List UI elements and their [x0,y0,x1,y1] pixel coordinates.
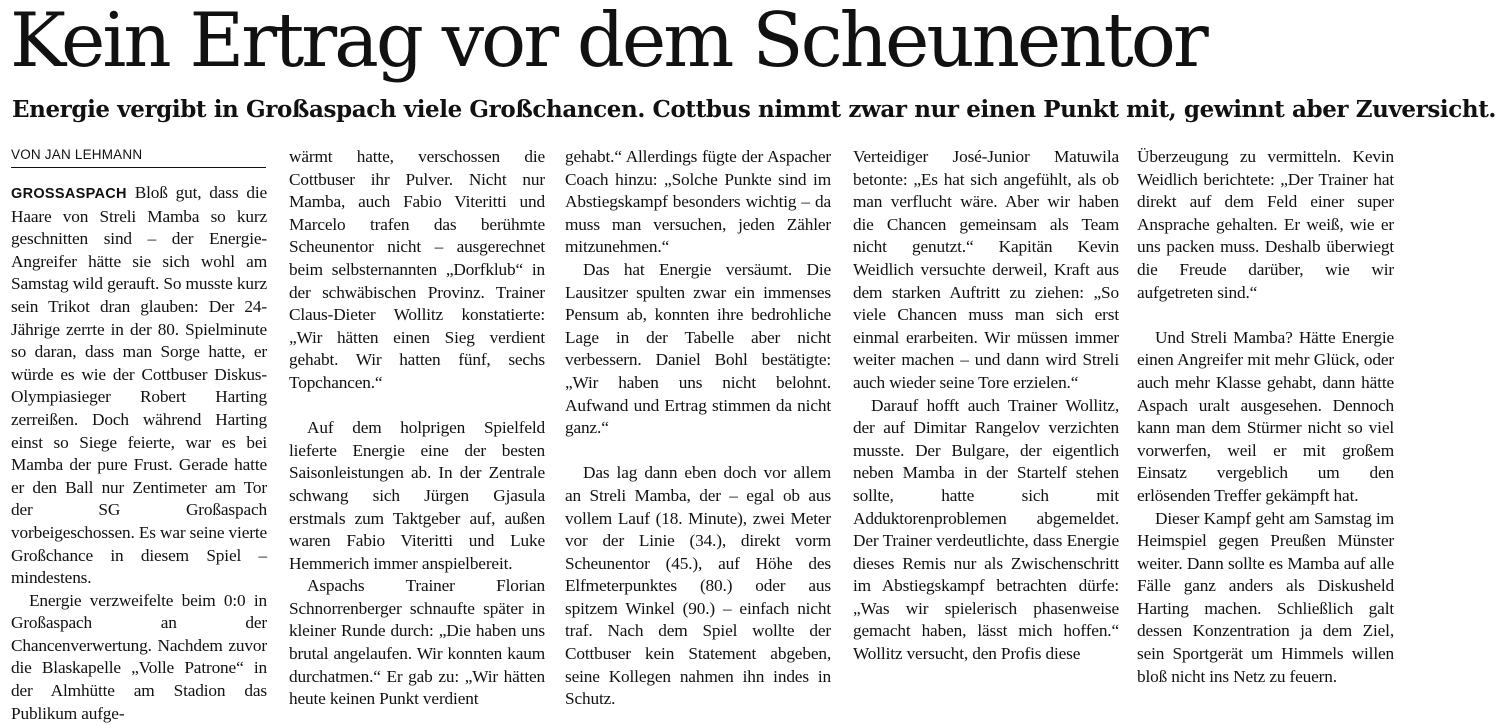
paragraph-text: Bloß gut, dass die Haare von Streli Mamba so kurz geschnitten sind – der Energie-Angreifer hätte sie sich wohl am Samstag wild gerauft. So musste kurz sein Trikot dran glauben: Der 24-Jährige zerrte in der 80. Spielminute so daran, dass man Sorge hatte, er würde es wie der Cottbuser Diskus-Olympiasieger Robert Harting zerreißen. Doch während Harting einst so Siege feierte, war es bei Mamba der pure Frust. Gerade hatte er den Ball nur Zentimeter am Tor der SG Großaspach vorbeigeschossen. Es war seine vierte Großchance in diesem Spiel – mindestens. [11,183,267,588]
paragraph: Das lag dann eben doch vor allem an Streli Mamba, der – egal ob aus vollem Lauf (18. Minute), zwei Meter vor der Linie (34.), direkt vorm Scheunentor (45.), auf Höhe des Elfmeterpunktes (80.) oder aus spitzem Winkel (90.) – einfach nicht traf. Nach dem Spiel wollte der Cottbuser kein Statement abgeben, seine Kollegen nahmen ihn indes in Schutz. [565,463,831,709]
dateline: GROSSASPACH [11,186,127,202]
article-column-1 [11,146,267,723]
paragraph: Dieser Kampf geht am Samstag im Heimspiel gegen Preußen Münster weiter. Dann sollte es Mamba auf alle Fälle ganz anders als Diskusheld Harting machen. Schließlich galt dessen Konzentration ja dem Ziel, sein Sportgerät um Himmels willen bloß nicht ins Netz zu feuern. [1137,508,1394,686]
paragraph: wärmt hatte, verschossen die Cottbuser ihr Pulver. Nicht nur Mamba, auch Fabio Viteritti und Marcelo trafen das berühmte Scheunentor nicht – ausgerechnet beim selbsternannten „Dorfklub“ in der schwäbischen Provinz. Trainer Claus-Dieter Wollitz konstatierte: „Wir hätten einen Sieg verdient gehabt. Wir hatten fünf, sechs Topchancen.“ [289,147,545,392]
paragraph: gehabt.“ Allerdings fügte der Aspacher Coach hinzu: „Solche Punkte sind im Abstiegskampf besonders wichtig – da muss man versuchen, jeden Zähler mitzunehmen.“ [565,147,831,257]
paragraph: Aspachs Trainer Florian Schnorrenberger schnaufte später in kleiner Runde durch: „Die haben uns brutal angelaufen. Wir konnten kaum durchatmen.“ Er gab zu: „Wir hätten heute keinen Punkt verdient [289,576,545,709]
paragraph: Überzeugung zu vermitteln. Kevin Weidlich berichtete: „Der Trainer hat direkt auf dem Feld einer super Ansprache gehalten. Er weiß, wie er uns packen muss. Deshalb überwiegt die Freude darüber, wie wir aufgetreten sind.“ [1137,147,1394,302]
paragraph: Und Streli Mamba? Hätte Energie einen Angreifer mit mehr Glück, oder auch mehr Klasse gehabt, dann hätte Aspach uralt ausgesehen. Dennoch kann man dem Stürmer nicht so viel vorwerfen, weil er mit großem Einsatz vergeblich um den erlösenden Treffer gekämpft hat. [1137,327,1394,505]
article-column-4 [853,146,1119,664]
article-column-5 [1137,146,1394,686]
paragraph [11,182,267,590]
paragraph: Energie verzweifelte beim 0:0 in Großaspach an der Chancenverwertung. Nachdem zuvor die Blaskapelle „Volle Patrone“ in der Almhütte am Stadion das Publikum aufge- [11,590,267,723]
paragraph: Das hat Energie versäumt. Die Lausitzer spulten zwar ein immenses Pensum ab, konnten ihre bedrohliche Lage in der Tabelle aber nicht verbessern. Daniel Bohl bestätigte: „Wir haben uns nicht belohnt. Aufwand und Ertrag stimmen da nicht ganz.“ [565,259,831,438]
paragraph: Darauf hofft auch Trainer Wollitz, der auf Dimitar Rangelov verzichten musste. Der Bulgare, der eigentlich neben Mamba in der Startelf stehen sollte, hatte sich mit Adduktorenproblemen abgemeldet. Der Trainer verdeutlichte, dass Energie dieses Remis nur als Zwischenschritt im Abstiegskampf betrachten dürfe: „Was wir spielerisch phasenweise gemacht haben, lässt mich hoffen.“ Wollitz versucht, den Profis diese [853,395,1119,664]
article-column-2 [289,146,545,709]
headline: Kein Ertrag vor dem Scheunentor [10,0,1206,84]
article-column-3 [565,146,831,709]
paragraph: Verteidiger José-Junior Matuwila betonte: „Es hat sich angefühlt, als ob man verflucht wäre. Aber wir haben die Chancen gemeinsam als Team nicht genutzt.“ Kapitän Kevin Weidlich versuchte derweil, Kraft aus dem starken Auftritt zu ziehen: „So viele Chancen muss man sich erst einmal erarbeiten. Wir müssen immer weiter machen – und dann wird Streli auch wieder seine Tore erzielen.“ [853,147,1119,392]
byline: VON JAN LEHMANN [11,146,266,168]
subheadline: Energie vergibt in Großaspach viele Großchancen. Cottbus nimmt zwar nur einen Punkt mit, gewinnt aber Zuversicht. [12,96,1496,123]
paragraph: Auf dem holprigen Spielfeld lieferte Energie eine der besten Saisonleistungen ab. In der Zentrale schwang sich Jürgen Gjasula erstmals zum Taktgeber auf, außen waren Fabio Viteritti und Luke Hemmerich immer anspielbereit. [289,418,545,573]
